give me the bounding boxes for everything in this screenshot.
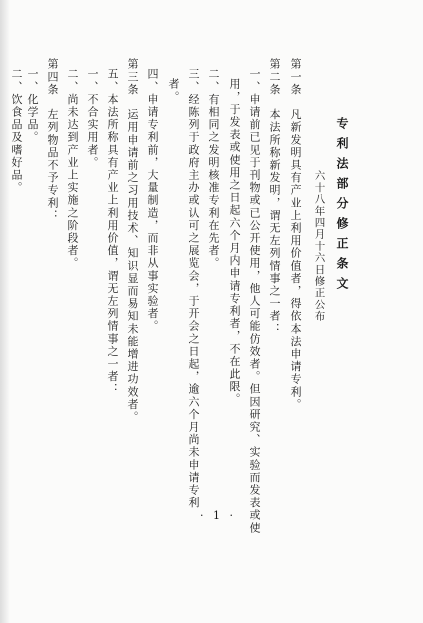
article-2-item-3-cont: 者。 [167, 78, 180, 104]
article-2: 第二条 本法所称新发明，谓无左列情事之一者： [268, 58, 281, 336]
article-3-item-1: 一、不合实用者。 [86, 68, 99, 169]
article-2-item-1-cont: 用，于发表或使用之日起六个月内申请专利者，不在此限。 [228, 78, 241, 406]
article-3-item-2: 二、尚未达到产业上实施之阶段者。 [66, 68, 79, 270]
article-4-item-1: 一、化学品。 [26, 68, 39, 144]
article-3-item-5: 五、本法所称具有产业上利用价值，谓无左列情事之一者： [106, 68, 119, 396]
article-4-item-2: 二、饮食品及嗜好品。 [10, 68, 23, 194]
document-date: 六十八年四月十六日修正公布 [313, 170, 326, 323]
article-2-item-1: 一、申请前已见于刊物或已公开使用，他人可能仿效者。但因研究、实验而发表或使 [248, 68, 261, 535]
document-title: 专利法部分修正条文 [335, 117, 349, 297]
article-4: 第四条 左列物品不予专利： [46, 58, 59, 222]
page-number: · 1 · [200, 509, 236, 522]
article-1: 第一条 凡新发明具有产业上利用价值者，得依本法申请专利。 [289, 58, 302, 411]
article-2-item-4: 四、申请专利前，大量制造，而非从事实验者。 [146, 68, 159, 333]
article-2-item-3: 三、经陈列于政府主办或认可之展览会，于开会之日起，逾六个月尚未申请专利 [187, 68, 200, 509]
article-2-item-2: 二、有相同之发明核准专利在先者。 [207, 68, 220, 270]
scan-spine-shadow [0, 0, 10, 623]
article-3: 第三条 运用申请前之习用技术、知识显而易知未能增进功效者。 [126, 58, 139, 424]
